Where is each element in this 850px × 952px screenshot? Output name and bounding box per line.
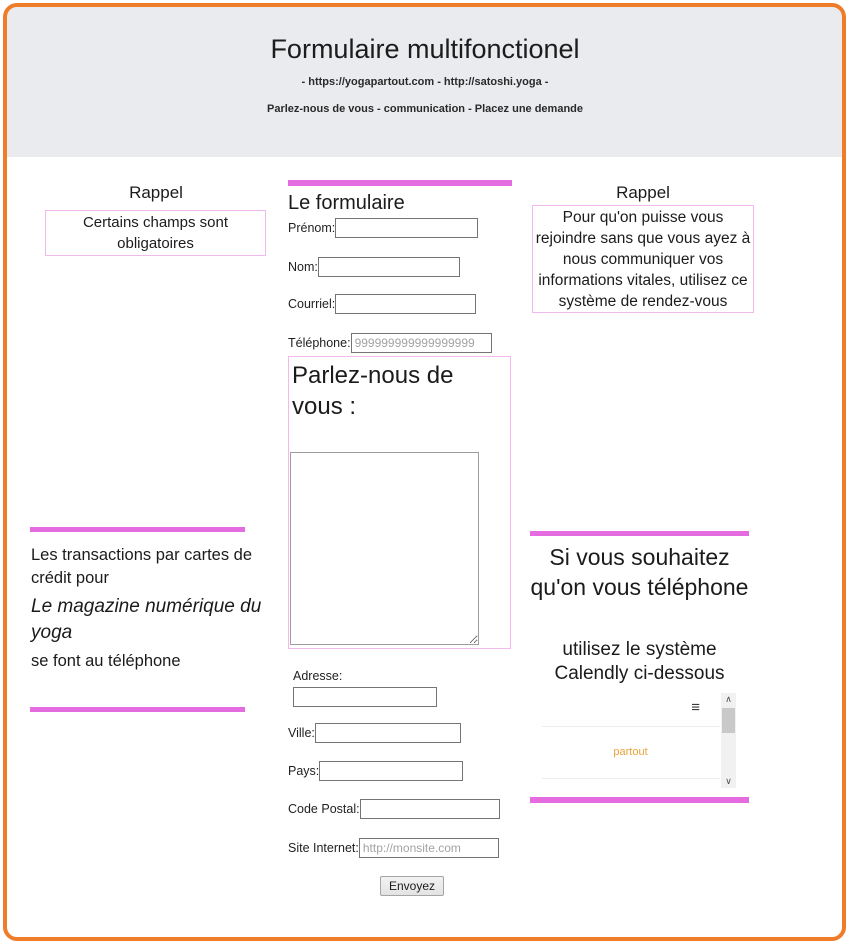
prenom-input[interactable]	[335, 218, 478, 238]
page-header	[7, 7, 843, 157]
left-rappel-note: Certains champs sont obligatoires	[45, 210, 266, 256]
field-row-code-postal	[288, 799, 500, 819]
right-divider-bottom	[530, 797, 749, 803]
telephone-input[interactable]	[351, 333, 492, 353]
left-divider-bottom	[30, 707, 245, 712]
field-row-pays	[288, 761, 463, 781]
ville-label: Ville:	[288, 726, 315, 740]
telephone-label: Téléphone:	[288, 336, 351, 350]
field-row-prenom	[288, 218, 478, 238]
left-rappel-heading: Rappel	[129, 183, 183, 202]
widget-divider-top	[542, 726, 720, 727]
scroll-down-icon[interactable]: ∨	[725, 776, 732, 786]
about-textarea[interactable]	[290, 452, 479, 645]
widget-scrollbar[interactable]	[721, 693, 736, 788]
right-rappel-heading: Rappel	[616, 183, 670, 202]
left-divider-top	[30, 527, 245, 532]
magazine-title: Le magazine numérique du yoga	[31, 596, 262, 643]
adresse-input[interactable]	[293, 687, 437, 707]
nom-input[interactable]	[318, 257, 460, 277]
credit-card-notice-line1: Les transactions par cartes de crédit pour	[31, 546, 253, 587]
nom-label: Nom:	[288, 260, 318, 274]
courriel-label: Courriel:	[288, 297, 336, 311]
adresse-label: Adresse:	[293, 669, 343, 683]
about-section	[288, 356, 511, 649]
scrollbar-thumb[interactable]	[722, 708, 735, 733]
phone-callback-heading: Si vous souhaitez qu'on vous téléphone	[530, 544, 749, 600]
right-divider-top	[530, 531, 749, 536]
field-row-courriel	[288, 294, 476, 314]
code-postal-label: Code Postal:	[288, 802, 360, 816]
widget-divider-bottom	[542, 778, 720, 779]
pays-input[interactable]	[319, 761, 463, 781]
site-internet-input[interactable]	[359, 838, 499, 858]
partout-link[interactable]: partout	[613, 746, 648, 758]
field-row-telephone	[288, 333, 492, 353]
prenom-label: Prénom:	[288, 221, 336, 235]
credit-card-notice	[31, 544, 266, 673]
pays-label: Pays:	[288, 764, 320, 778]
site-links-text: - https://yogapartout.com - http://satoshi.yoga -	[301, 76, 549, 88]
field-row-ville	[288, 723, 461, 743]
right-rappel-note: Pour qu'on puisse vous rejoindre sans que vous ayez à nous communiquer vos informations vitales, utilisez ce système de rendez-vous	[532, 205, 754, 313]
page-title: Formulaire multifonctionel	[270, 34, 580, 64]
scroll-up-icon[interactable]: ∧	[725, 694, 732, 704]
form-top-bar	[288, 180, 512, 186]
calendly-instruction: utilisez le système Calendly ci-dessous	[554, 639, 725, 684]
form-heading: Le formulaire	[288, 192, 405, 214]
header-nav-text: Parlez-nous de vous - communication - Placez une demande	[266, 103, 583, 115]
submit-button[interactable]: Envoyez	[380, 876, 444, 896]
courriel-input[interactable]	[335, 294, 476, 314]
field-row-nom	[288, 257, 460, 277]
field-row-site-internet	[288, 838, 499, 858]
menu-icon[interactable]: ≡	[691, 699, 700, 716]
about-heading: Parlez-nous de vous :	[292, 362, 454, 420]
credit-card-notice-line2: se font au téléphone	[31, 652, 181, 670]
site-internet-label: Site Internet:	[288, 841, 359, 855]
code-postal-input[interactable]	[360, 799, 500, 819]
calendly-widget	[540, 693, 736, 788]
ville-input[interactable]	[315, 723, 461, 743]
